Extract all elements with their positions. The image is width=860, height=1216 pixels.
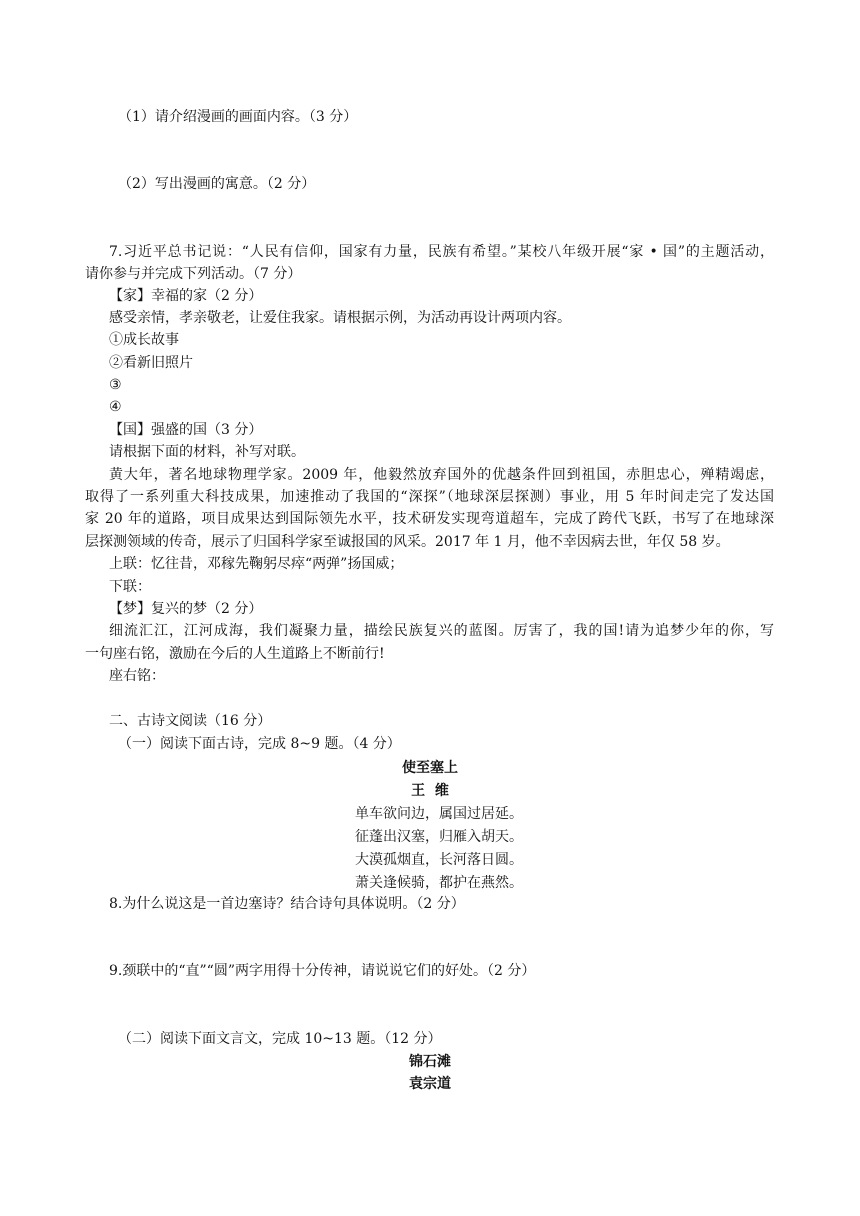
- dream-text-line2: 一句座右铭，激励在今后的人生道路上不断前行!: [85, 646, 385, 662]
- country-material-line2: 取得了一系列重大科技成果，加速推动了我国的“深探”（地球深层探测）事业，用 5 年时间走完了发达国: [85, 489, 774, 505]
- country-heading: 【国】强盛的国（3 分）: [109, 422, 263, 438]
- country-material-line4: 层探测领域的传奇，展示了归国科学家至诚报国的风采。2017 年 1 月，他不幸因病去世，年仅 58 岁。: [85, 534, 730, 550]
- couplet-upper: 上联：忆往昔，邓稼先鞠躬尽瘁“两弹”扬国威；: [109, 556, 404, 572]
- q6-part1: （1）请介绍漫画的画面内容。（3 分）: [118, 109, 358, 125]
- poem-title: 使至塞上: [402, 760, 458, 776]
- poem-section-heading: （一）阅读下面古诗，完成 8~9 题。（4 分）: [118, 736, 401, 752]
- poem-line-1: 单车欲问边，属国过居延。: [355, 806, 523, 822]
- country-material-line1: 黄大年，著名地球物理学家。2009 年，他毅然放弃国外的优越条件回到祖国，赤胆忠心，殚精竭虑，: [109, 467, 774, 483]
- poem-line-3: 大漠孤烟直，长河落日圆。: [355, 852, 523, 868]
- couplet-lower: 下联：: [109, 579, 151, 595]
- section2-heading: 二、古诗文阅读（16 分）: [109, 713, 272, 729]
- country-instruction: 请根据下面的材料，补写对联。: [109, 444, 305, 460]
- poem-line-4: 萧关逢候骑，都护在燕然。: [355, 875, 523, 891]
- question-9: 9.颈联中的“直”“圆”两字用得十分传神，请说说它们的好处。（2 分）: [109, 963, 536, 979]
- dream-text-line1: 细流汇江，江河成海，我们凝聚力量，描绘民族复兴的蓝图。厉害了，我的国!请为追梦少年的你，写: [109, 623, 774, 639]
- poem-line-2: 征蓬出汉塞，归雁入胡天。: [355, 829, 523, 845]
- home-item-3: ③: [109, 377, 122, 393]
- poem-author: 王 维: [411, 783, 449, 799]
- classical-section-heading: （二）阅读下面文言文，完成 10~13 题。（12 分）: [118, 1031, 442, 1047]
- motto-label: 座右铭：: [109, 668, 165, 684]
- q7-stem-line2: 请你参与并完成下列活动。（7 分）: [85, 266, 302, 282]
- country-material-line3: 家 20 年的道路，项目成果达到国际领先水平，技术研发实现弯道超车，完成了跨代飞跃，书写了在地球深: [85, 511, 774, 527]
- home-item-1: ①成长故事: [109, 332, 179, 348]
- home-item-4: ④: [109, 399, 122, 415]
- q7-stem-line1: 7.习近平总书记说：“人民有信仰，国家有力量，民族有希望。”某校八年级开展“家 • 国”的主题活动，: [109, 244, 774, 260]
- home-item-2: ②看新旧照片: [109, 355, 193, 371]
- classical-title: 锦石滩: [409, 1054, 451, 1070]
- q6-part2: （2）写出漫画的寓意。（2 分）: [118, 176, 316, 192]
- dream-heading: 【梦】复兴的梦（2 分）: [109, 601, 263, 617]
- home-heading: 【家】幸福的家（2 分）: [109, 288, 263, 304]
- classical-author: 袁宗道: [409, 1076, 451, 1092]
- home-instruction: 感受亲情，孝亲敬老，让爱住我家。请根据示例，为活动再设计两项内容。: [109, 310, 571, 326]
- question-8: 8.为什么说这是一首边塞诗？结合诗句具体说明。（2 分）: [109, 896, 465, 912]
